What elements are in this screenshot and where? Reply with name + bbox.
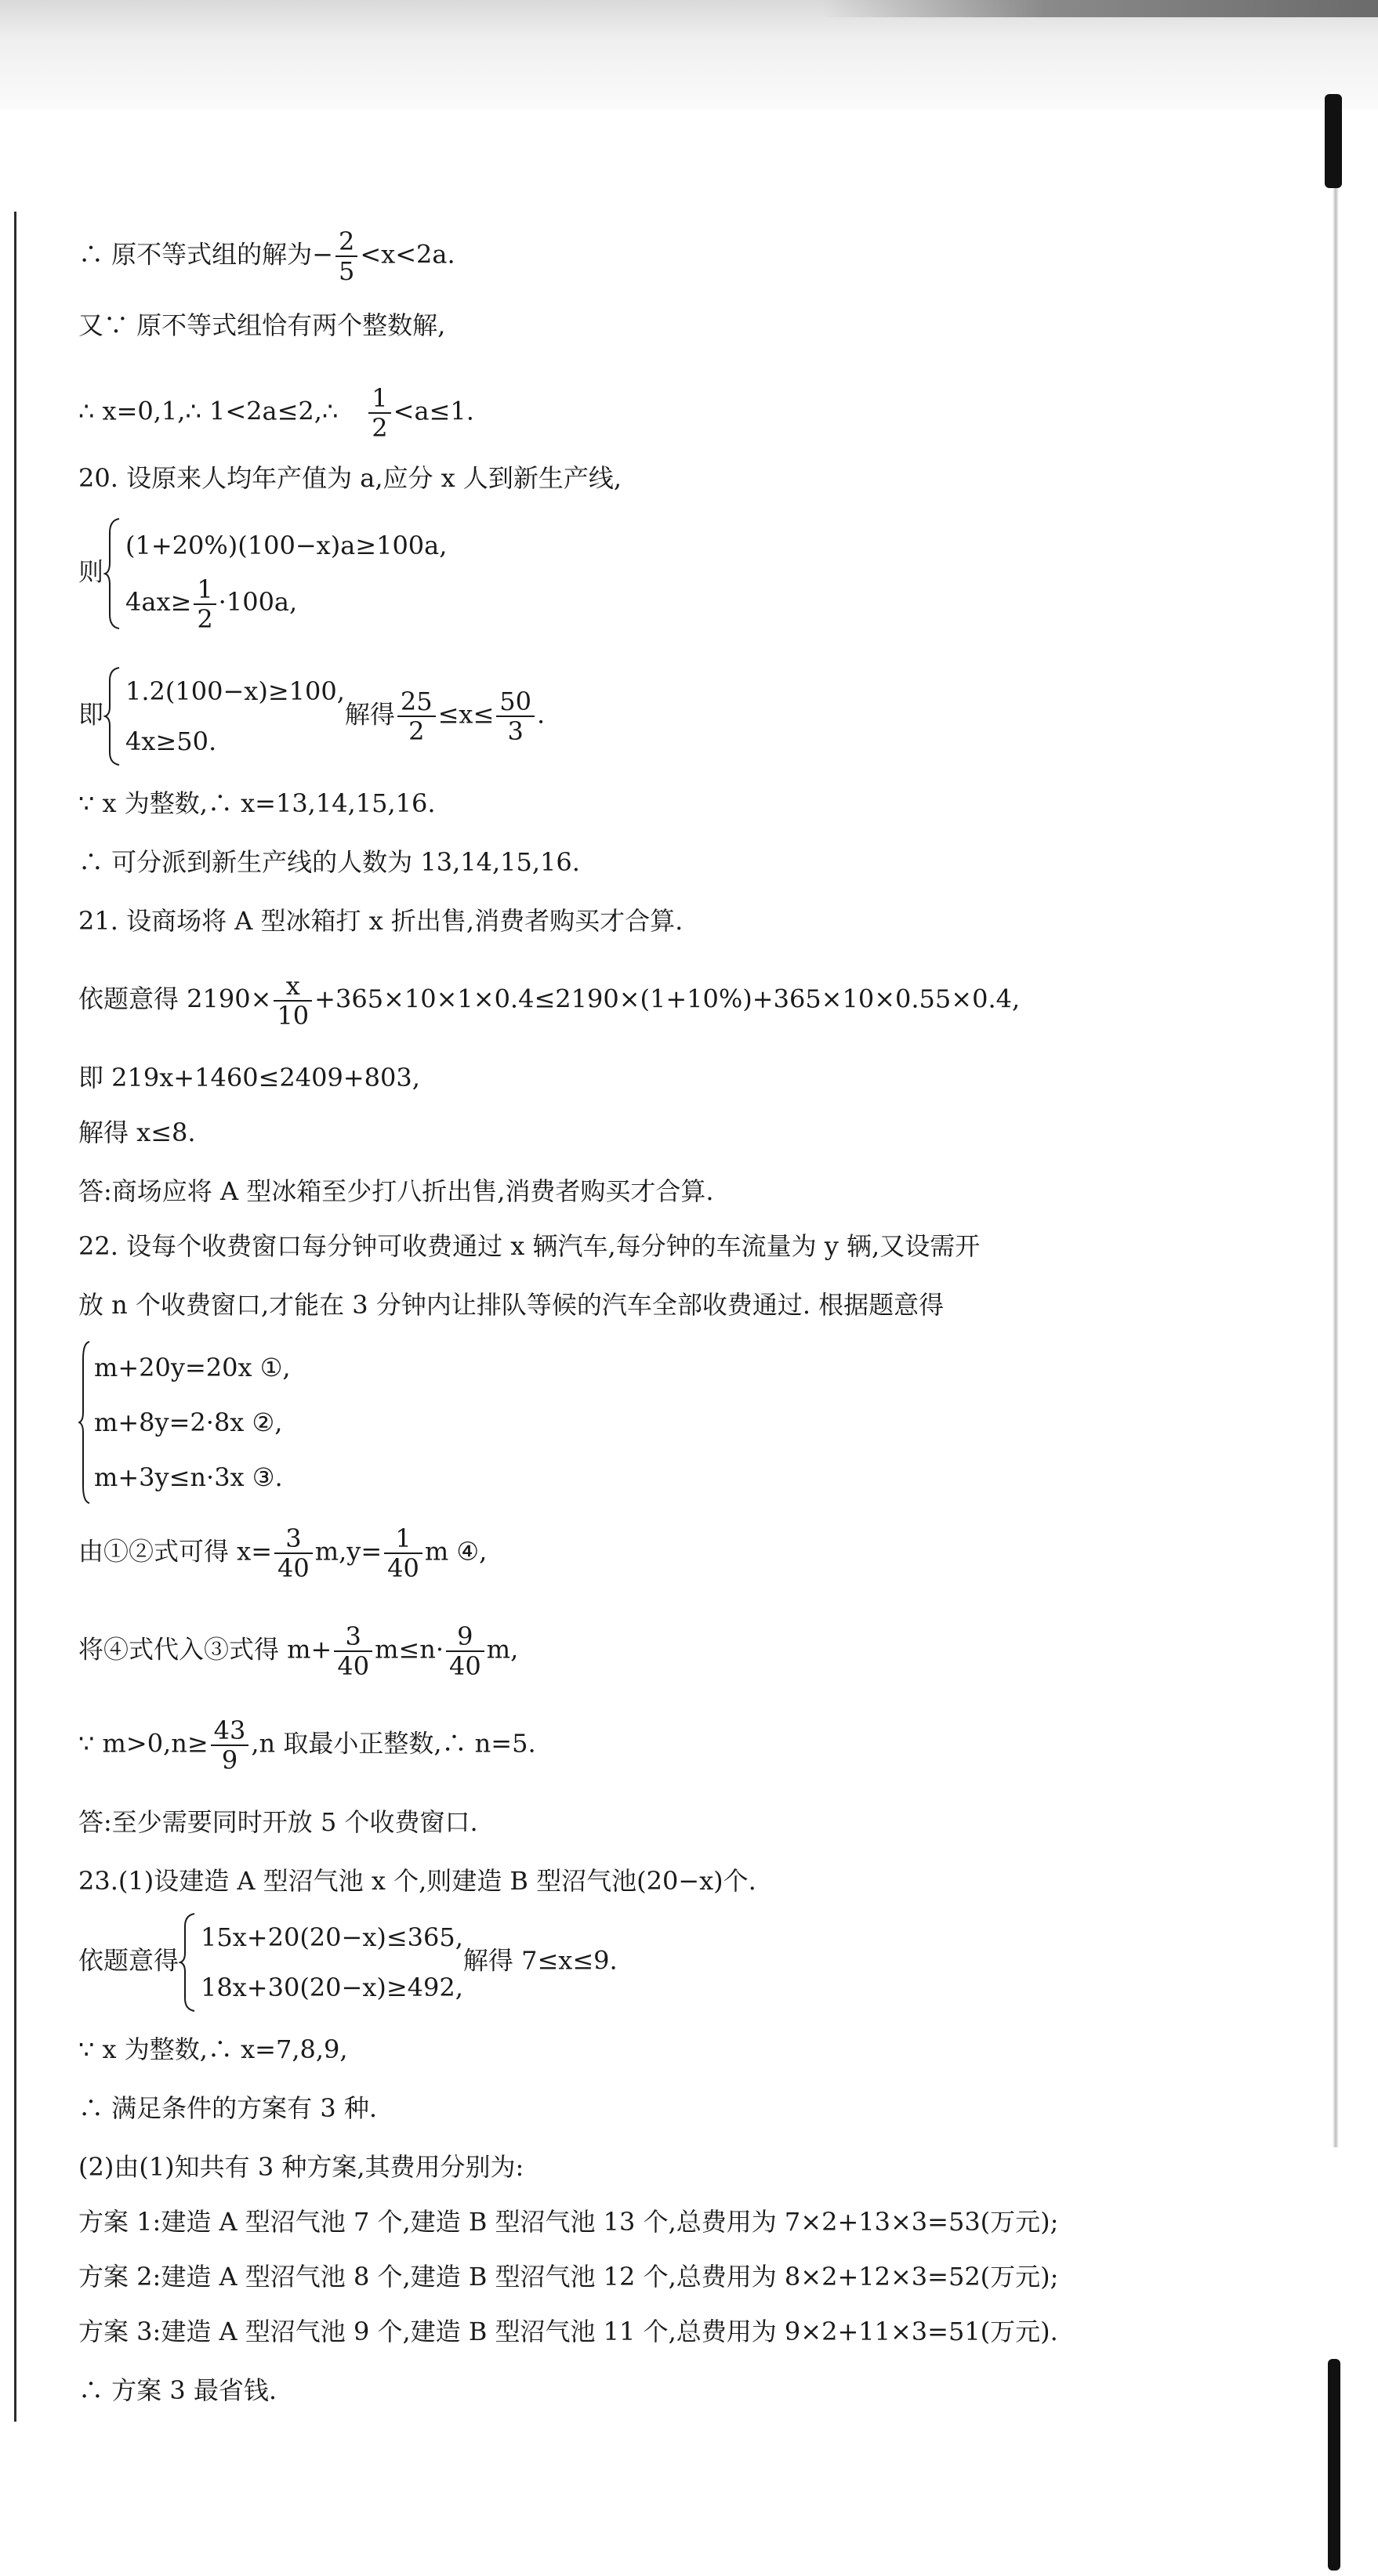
fraction: $\frac{3}{40}$	[334, 1622, 372, 1680]
answer-22: 答:至少需要同时开放 5 个收费窗口.	[78, 1807, 478, 1837]
equation-system: 15x+20(20−x)≤365, 18x+30(20−x)≥492,	[179, 1912, 463, 2013]
brace-icon	[78, 1340, 91, 1505]
line-solve-xy: 由①②式可得 x= $\frac{3}{40}$ m,y= $\frac{1}{40}$ m ④,	[78, 1523, 488, 1583]
fraction: $\frac{50}{3}$	[496, 687, 535, 745]
line-a-range: ∴ x=0,1,∴ 1<2a≤2,∴ $\frac{1}{2}$ <a≤1.	[78, 383, 474, 443]
fraction: $\frac{1}{40}$	[384, 1524, 422, 1582]
line-substitute: 将④式代入③式得 m+ $\frac{3}{40}$ m≤n· $\frac{9}{40}$ m,	[78, 1621, 519, 1681]
problem-20-simplified: 即 1.2(100−x)≥100, 4x≥50. 解得 $\frac{25}{2}$ ≤x≤ $\frac{50}{3}$ .	[78, 666, 545, 766]
binding-edge-bottom	[1328, 2359, 1340, 2571]
line-simplify-21: 即 219x+1460≤2409+803,	[78, 1063, 420, 1092]
problem-21-heading: 21. 设商场将 A 型冰箱打 x 折出售,消费者购买才合算.	[78, 906, 684, 936]
final-conclusion: ∴ 方案 3 最省钱.	[78, 2375, 277, 2405]
problem-22-system	[78, 1340, 291, 1505]
plan-1: 方案 1:建造 A 型沼气池 7 个,建造 B 型沼气池 13 个,总费用为 7×2+13×3=53(万元);	[78, 2207, 1059, 2237]
line-three-plans: ∴ 满足条件的方案有 3 种.	[78, 2093, 378, 2123]
fraction: $\frac{25}{2}$	[397, 687, 436, 745]
binding-edge-top	[1325, 94, 1342, 188]
line-x-values: ∵ x 为整数,∴ x=7,8,9,	[78, 2034, 348, 2064]
line-solution-range: ∴ 原不等式组的解为− $\frac{2}{5}$ <x<2a.	[78, 226, 455, 286]
line-x-integer: ∵ x 为整数,∴ x=13,14,15,16.	[78, 788, 436, 818]
problem-21-inequality: 依题意得 2190× $\frac{x}{10}$ +365×10×1×0.4≤2190×(1+10%)+365×10×0.55×0.4,	[78, 971, 1021, 1031]
line-conclusion-20: ∴ 可分派到新生产线的人数为 13,14,15,16.	[78, 847, 580, 877]
plan-2: 方案 2:建造 A 型沼气池 8 个,建造 B 型沼气池 12 个,总费用为 8×2+12×3=52(万元);	[78, 2262, 1059, 2292]
fraction: $\frac{3}{40}$	[274, 1524, 313, 1582]
problem-20-system: 则 (1+20%)(100−x)a≥100a, 4ax≥ $\frac{1}{2}$ ·100a,	[78, 517, 447, 630]
problem-22-heading-cont: 放 n 个收费窗口,才能在 3 分钟内让排队等候的汽车全部收费通过. 根据题意得	[78, 1290, 945, 1320]
fraction: $\frac{x}{10}$	[274, 972, 312, 1030]
fraction: $\frac{1}{2}$	[368, 384, 390, 442]
part-2-heading: (2)由(1)知共有 3 种方案,其费用分别为:	[78, 2152, 524, 2182]
equation-system: 1.2(100−x)≥100, 4x≥50.	[103, 666, 345, 766]
line-two-integer-solutions: 又∵ 原不等式组恰有两个整数解,	[78, 310, 446, 340]
scan-shadow-corner	[823, 0, 1378, 17]
equation-system: m+20y=20x ①, m+8y=2·8x ②, m+3y≤n·3x ③.	[78, 1340, 291, 1505]
fraction: $\frac{9}{40}$	[446, 1622, 484, 1680]
binding-edge	[1333, 188, 1339, 2147]
fraction: $\frac{1}{2}$	[194, 575, 216, 633]
fraction: $\frac{2}{5}$	[335, 227, 357, 285]
brace-icon	[103, 517, 121, 630]
left-margin-rule	[14, 212, 16, 2422]
problem-20-heading: 20. 设原来人均年产值为 a,应分 x 人到新生产线,	[78, 463, 622, 493]
fraction: $\frac{43}{9}$	[211, 1716, 249, 1774]
brace-icon	[179, 1912, 196, 2013]
brace-icon	[103, 666, 121, 766]
problem-22-heading: 22. 设每个收费窗口每分钟可收费通过 x 辆汽车,每分钟的车流量为 y 辆,又设需开	[78, 1231, 981, 1261]
equation-system: (1+20%)(100−x)a≥100a, 4ax≥ $\frac{1}{2}$ ·100a,	[103, 517, 447, 630]
answer-21: 答:商场应将 A 型冰箱至少打八折出售,消费者购买才合算.	[78, 1176, 714, 1206]
line-n-minimum: ∵ m>0,n≥ $\frac{43}{9}$ ,n 取最小正整数,∴ n=5.	[78, 1716, 536, 1775]
problem-23-heading: 23.(1)设建造 A 型沼气池 x 个,则建造 B 型沼气池(20−x)个.	[78, 1866, 756, 1896]
problem-23-system: 依题意得 15x+20(20−x)≤365, 18x+30(20−x)≥492, 解得 7≤x≤9.	[78, 1912, 618, 2013]
plan-3: 方案 3:建造 A 型沼气池 9 个,建造 B 型沼气池 11 个,总费用为 9×2+11×3=51(万元).	[78, 2317, 1058, 2346]
line-solve-21: 解得 x≤8.	[78, 1118, 196, 1147]
